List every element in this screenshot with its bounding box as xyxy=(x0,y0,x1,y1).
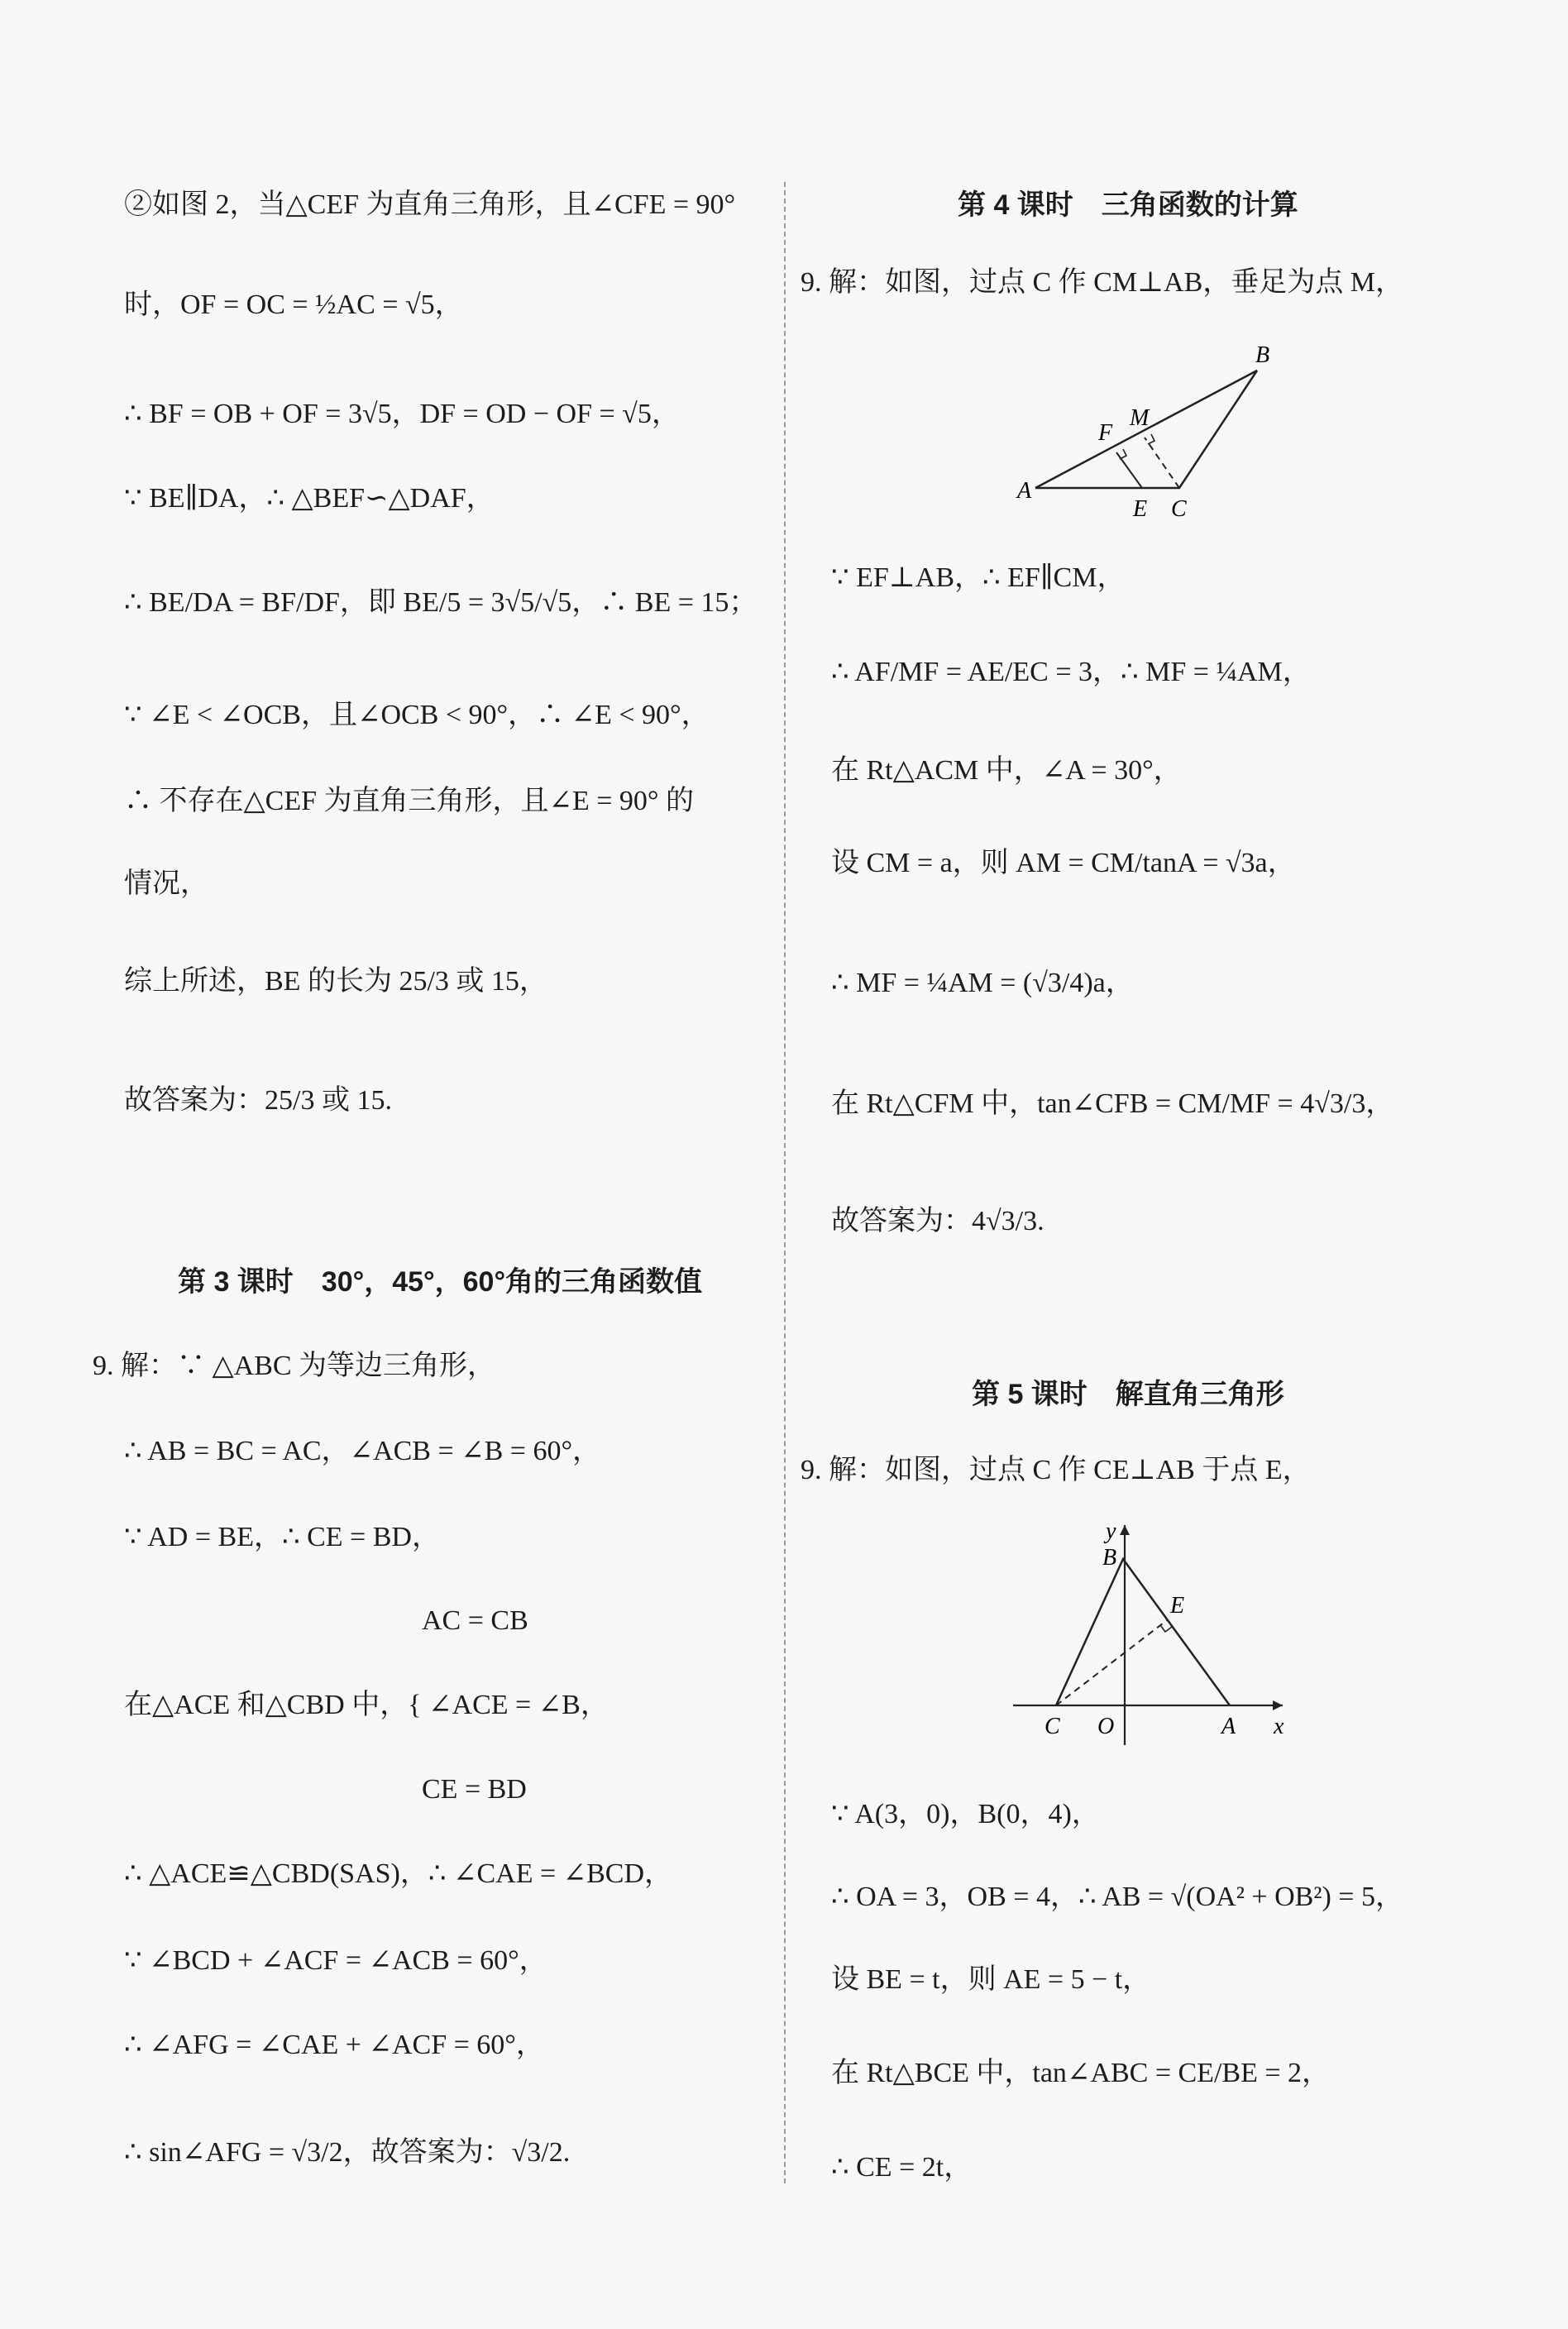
text-line: ∵ BE∥DA，∴ △BEF∽△DAF， xyxy=(124,483,495,514)
text-line: AC = CB xyxy=(422,1605,528,1636)
altitude-cm xyxy=(1145,438,1179,488)
text-line: 设 BE = t，则 AE = 5 − t， xyxy=(831,1964,1151,1995)
text-line: 故答案为：4√3/3. xyxy=(831,1206,1045,1236)
point-label: O xyxy=(1097,1714,1115,1739)
text-line: ∵ AD = BE，∴ CE = BD， xyxy=(124,1522,440,1552)
text-line: ∴ CE = 2t， xyxy=(831,2152,973,2183)
text-line: 9. 解：∵ △ABC 为等边三角形， xyxy=(93,1351,496,1381)
point-label: B xyxy=(1102,1545,1117,1571)
point-label: A xyxy=(1221,1714,1236,1739)
section-heading: 第 3 课时 30°，45°，60°角的三角函数值 xyxy=(178,1266,703,1298)
text-line: 时，OF = OC = ½AC = √5， xyxy=(124,289,463,320)
text-line: 情况， xyxy=(124,868,208,899)
text-line: ∴ AF/MF = AE/EC = 3，∴ MF = ¼AM， xyxy=(831,657,1311,687)
column-divider xyxy=(784,182,786,2183)
section-heading: 第 4 课时 三角函数的计算 xyxy=(958,189,1298,221)
text-line: 在 Rt△ACM 中，∠A = 30°， xyxy=(831,755,1182,786)
text-line: 9. 解：如图，过点 C 作 CE⊥AB 于点 E， xyxy=(801,1455,1311,1485)
point-label: E xyxy=(1170,1593,1185,1619)
arrow-icon xyxy=(1273,1700,1283,1710)
point-label: F xyxy=(1098,420,1113,446)
text-line: 设 CM = a，则 AM = CM/tanA = √3a， xyxy=(831,848,1296,878)
text-line: 在 Rt△BCE 中，tan∠ABC = CE/BE = 2， xyxy=(831,2058,1331,2088)
point-label: M xyxy=(1130,405,1150,431)
text-line: ∵ ∠E < ∠OCB，且∠OCB < 90°，∴ ∠E < 90°， xyxy=(124,700,710,730)
text-line: ∴ MF = ¼AM = (√3/4)a， xyxy=(831,968,1134,998)
text-line: CE = BD xyxy=(422,1774,527,1805)
coordinate-figure xyxy=(1005,1514,1303,1753)
point-label: x xyxy=(1274,1714,1284,1739)
arrow-icon xyxy=(1120,1525,1130,1535)
triangle-outline xyxy=(1056,1559,1230,1705)
point-label: E xyxy=(1133,496,1148,522)
text-line: ∴ BF = OB + OF = 3√5，DF = OD − OF = √5， xyxy=(124,399,680,429)
right-angle-mark xyxy=(1148,434,1154,444)
text-line: 在△ACE 和△CBD 中，{ ∠ACE = ∠B， xyxy=(124,1690,609,1720)
text-line: ∴ △ACE≌△CBD(SAS)，∴ ∠CAE = ∠BCD， xyxy=(124,1858,673,1889)
point-label: y xyxy=(1106,1518,1116,1544)
text-line: ∴ sin∠AFG = √3/2，故答案为：√3/2. xyxy=(124,2137,571,2168)
point-label: A xyxy=(1017,478,1032,504)
text-line: ∵ EF⊥AB，∴ EF∥CM， xyxy=(831,562,1126,593)
text-line: ∴ 不存在△CEF 为直角三角形，且∠E = 90° 的 xyxy=(124,786,695,816)
text-line: 故答案为：25/3 或 15. xyxy=(124,1085,392,1116)
text-line: ∵ A(3，0)，B(0，4)， xyxy=(831,1799,1100,1829)
right-angle-mark xyxy=(1160,1625,1172,1632)
text-line: ∴ OA = 3，OB = 4，∴ AB = √(OA² + OB²) = 5， xyxy=(831,1882,1403,1912)
text-line: ②如图 2，当△CEF 为直角三角形，且∠CFE = 90° xyxy=(124,189,736,220)
point-label: C xyxy=(1171,496,1187,522)
text-line: 9. 解：如图，过点 C 作 CM⊥AB，垂足为点 M， xyxy=(801,267,1404,298)
text-line: ∵ ∠BCD + ∠ACF = ∠ACB = 60°， xyxy=(124,1945,547,1976)
altitude-ce xyxy=(1056,1620,1167,1705)
text-line: 在 Rt△CFM 中，tan∠CFB = CM/MF = 4√3/3， xyxy=(831,1088,1394,1119)
point-label: B xyxy=(1255,342,1270,368)
text-line: ∴ AB = BC = AC，∠ACB = ∠B = 60°， xyxy=(124,1436,601,1466)
point-label: C xyxy=(1045,1714,1060,1739)
geometry-figure-triangle xyxy=(1009,331,1290,529)
text-line: ∴ ∠AFG = ∠CAE + ∠ACF = 60°， xyxy=(124,2030,544,2060)
perpendicular-ef xyxy=(1116,452,1142,488)
text-line: ∴ BE/DA = BF/DF，即 BE/5 = 3√5/√5，∴ BE = 15； xyxy=(124,587,758,618)
text-line: 综上所述，BE 的长为 25/3 或 15， xyxy=(124,966,547,997)
section-heading: 第 5 课时 解直角三角形 xyxy=(972,1379,1284,1410)
